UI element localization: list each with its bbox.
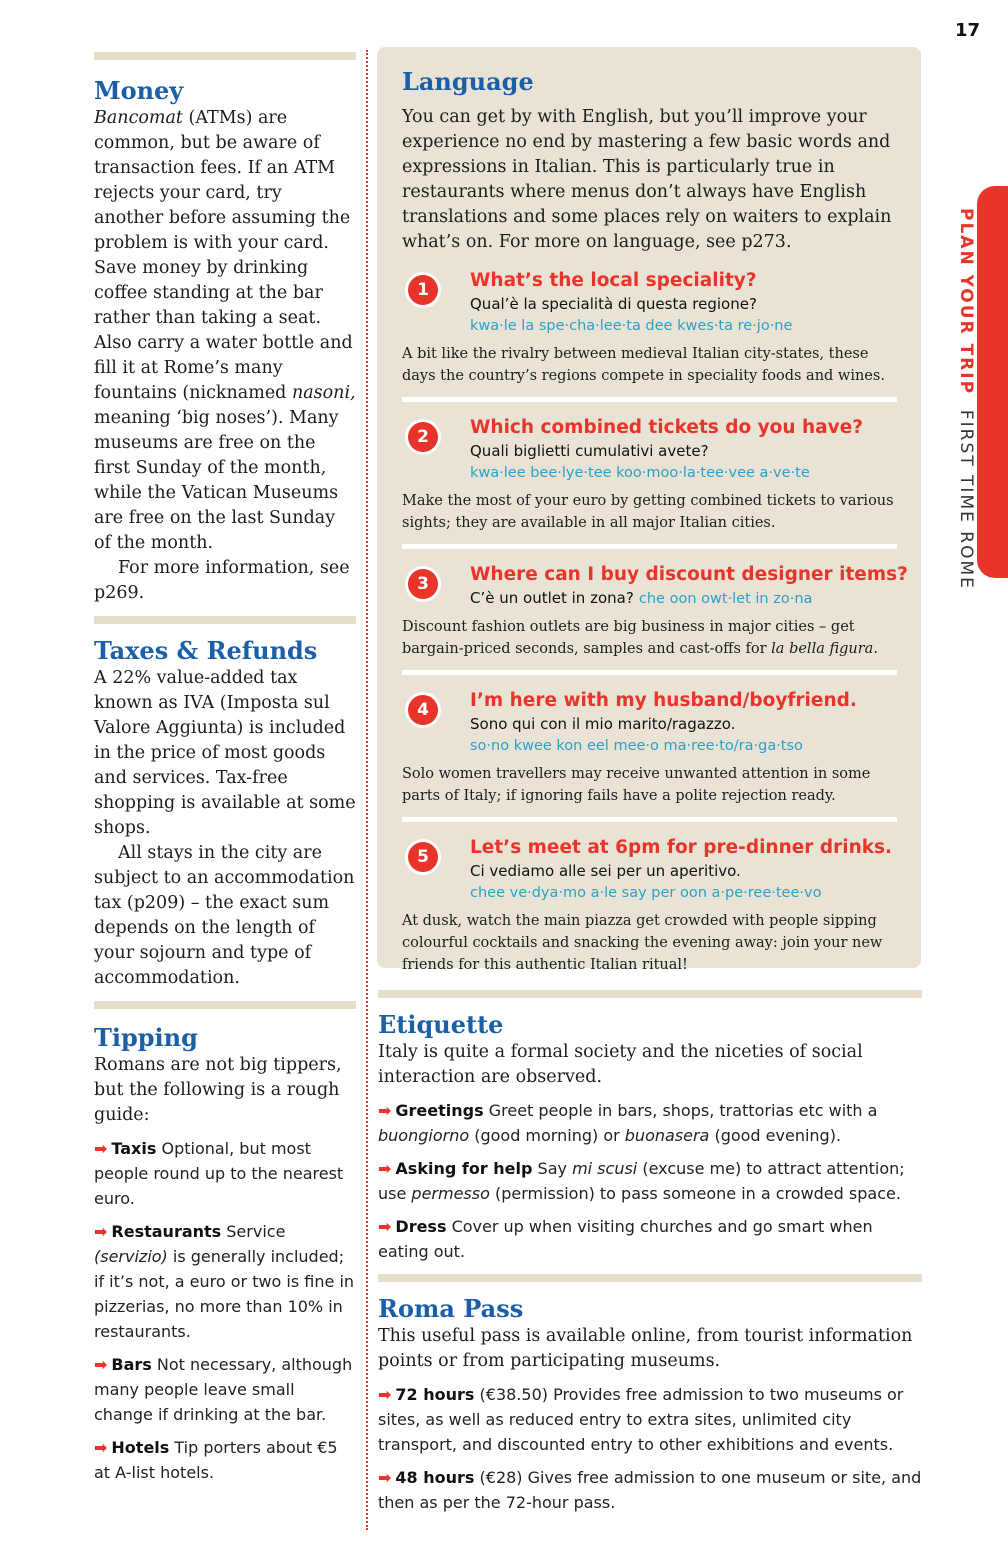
etiquette-item: ➡ Greetings Greet people in bars, shops, trattorias etc with a buongiorno (good morning) or buonasera (good evening).	[378, 1101, 878, 1145]
number-badge: 4	[408, 695, 438, 725]
money-paragraph: Bancomat (ATMs) are common, but be aware of transaction fees. If an ATM rejects your card, try another before assuming the problem is with your card. Save money by drinking coffee standing at the bar rather than taking a seat. Also carry a water bottle and fill it at Rome’s many fountains (nicknamed nasoni, meaning ‘big noses’). Many museums are free on the first Sunday of the month, while the Vatican Museums are free on the last Sunday of the month.	[94, 108, 356, 553]
roma-pass-item: ➡ 72 hours (€38.50) Provides free admission to two museums or sites, as well as reduced entry to extra sites, unlimited city transport, and discounted entry to other exhibitions and events.	[378, 1385, 904, 1454]
phrase-question: What’s the local speciality?	[470, 270, 757, 291]
section-rule	[94, 616, 356, 624]
tip-item: ➡ Hotels Tip porters about €5 at A-list hotels.	[94, 1438, 338, 1482]
phrase-question: Let’s meet at 6pm for pre-dinner drinks.	[470, 837, 893, 858]
etiquette-intro: Italy is quite a formal society and the niceties of social interaction are observed.	[378, 1042, 863, 1087]
tip-item: ➡ Bars Not necessary, although many people leave small change if drinking at the bar.	[94, 1355, 353, 1424]
arrow-right-icon: ➡	[378, 1468, 392, 1487]
roma-pass-item: ➡ 48 hours (€28) Gives free admission to one museum or site, and then as per the 72-hour pass.	[378, 1468, 922, 1512]
arrow-right-icon: ➡	[378, 1159, 392, 1178]
number-badge: 3	[408, 569, 438, 599]
phrase-separator	[402, 397, 897, 402]
etiquette-item: ➡ Dress Cover up when visiting churches and go smart when eating out.	[378, 1217, 873, 1261]
section-rule	[378, 990, 922, 998]
section-rule	[378, 1274, 922, 1282]
phrase-italian: Quali biglietti cumulativi avete?	[470, 442, 709, 460]
arrow-right-icon: ➡	[378, 1217, 392, 1236]
phrase-italian-line	[470, 587, 897, 610]
phrase-note: Solo women travellers may receive unwanted attention in some parts of Italy; if ignoring fails have a polite rejection ready.	[402, 766, 871, 804]
phrase-item	[402, 836, 897, 976]
arrow-right-icon: ➡	[378, 1385, 392, 1404]
money-heading: Money	[94, 76, 184, 105]
phrase-pronunciation: so·no kwee kon eel mee·o ma·ree·to/ra·ga·tso	[470, 738, 803, 754]
phrase-question: I’m here with my husband/boyfriend.	[470, 690, 857, 711]
chapter-label	[956, 208, 976, 598]
chapter-label-part2: FIRST TIME ROME	[956, 409, 976, 590]
etiquette-heading: Etiquette	[378, 1010, 504, 1039]
phrase-pronunciation: chee ve·dya·mo a·le say per oon a·pe·ree·tee·vo	[470, 885, 822, 901]
page-number: 17	[954, 20, 980, 41]
roma-pass-intro: This useful pass is available online, from tourist information points or from participating museums.	[378, 1326, 913, 1371]
phrase-note: A bit like the rivalry between medieval Italian city-states, these days the country’s regions compete in speciality foods and wines.	[402, 346, 885, 384]
left-column	[94, 52, 356, 1485]
phrase-pronunciation: che oon owt·let in zo·na	[638, 591, 813, 607]
chapter-tab	[977, 186, 1008, 578]
phrase-separator	[402, 817, 897, 822]
right-lower-column	[378, 990, 922, 1515]
phrase-separator	[402, 544, 897, 549]
number-badge: 5	[408, 842, 438, 872]
phrase-question: Which combined tickets do you have?	[470, 417, 863, 438]
section-rule	[94, 52, 356, 60]
money-paragraph-2: For more information, see p269.	[94, 558, 350, 603]
taxes-heading: Taxes & Refunds	[94, 636, 318, 665]
phrase-item	[402, 269, 897, 402]
tip-item: ➡ Taxis Optional, but most people round up to the nearest euro.	[94, 1139, 344, 1208]
phrase-separator	[402, 670, 897, 675]
tip-item: ➡ Restaurants Service (servizio) is generally included; if it’s not, a euro or two is fine in pizzerias, no more than 10% in restaurants.	[94, 1222, 355, 1341]
phrase-note: Make the most of your euro by getting combined tickets to various sights; they are available in all major Italian cities.	[402, 493, 894, 531]
phrase-pronunciation: kwa·le la spe·cha·lee·ta dee kwes·ta re·jo·ne	[470, 318, 793, 334]
section-rule	[94, 1001, 356, 1009]
phrase-italian: Ci vediamo alle sei per un aperitivo.	[470, 862, 741, 880]
phrase-item	[402, 416, 897, 549]
column-divider	[366, 50, 368, 1530]
phrase-question: Where can I buy discount designer items?	[470, 564, 908, 585]
chapter-label-part1: PLAN YOUR TRIP	[956, 208, 976, 396]
etiquette-item: ➡ Asking for help Say mi scusi (excuse me) to attract attention; use permesso (permission) to pass someone in a crowded space.	[378, 1159, 905, 1203]
arrow-right-icon: ➡	[94, 1438, 108, 1457]
phrase-italian: C’è un outlet in zona?	[470, 589, 634, 607]
phrase-note: Discount fashion outlets are big business in major cities – get bargain-priced seconds, samples and cast-offs for la bella figura.	[402, 619, 878, 657]
phrase-item	[402, 689, 897, 822]
arrow-right-icon: ➡	[94, 1139, 108, 1158]
tipping-heading: Tipping	[94, 1023, 198, 1052]
phrase-note: At dusk, watch the main piazza get crowded with people sipping colourful cocktails and snacking the evening away: join your new friends for this authentic Italian ritual!	[402, 913, 883, 973]
taxes-paragraph-2: All stays in the city are subject to an accommodation tax (p209) – the exact sum depends on the length of your sojourn and type of accommodation.	[94, 843, 355, 988]
phrase-italian: Sono qui con il mio marito/ragazzo.	[470, 715, 736, 733]
taxes-paragraph: A 22% value-added tax known as IVA (Imposta sul Valore Aggiunta) is included in the price of most goods and services. Tax-free shopping is available at some shops.	[94, 668, 356, 838]
roma-pass-heading: Roma Pass	[378, 1294, 524, 1323]
language-box	[377, 47, 921, 973]
tipping-intro: Romans are not big tippers, but the following is a rough guide:	[94, 1055, 342, 1125]
language-intro: You can get by with English, but you’ll improve your experience no end by mastering a few basic words and expressions in Italian. This is particularly true in restaurants where menus don’t always have English translations and some places rely on waiters to explain what’s on. For more on language, see p273.	[402, 107, 892, 252]
phrase-italian: Qual’è la specialità di questa regione?	[470, 295, 757, 313]
arrow-right-icon: ➡	[94, 1222, 108, 1241]
number-badge: 1	[408, 275, 438, 305]
language-heading: Language	[402, 67, 534, 96]
phrase-item	[402, 563, 908, 675]
number-badge: 2	[408, 422, 438, 452]
arrow-right-icon: ➡	[378, 1101, 392, 1120]
arrow-right-icon: ➡	[94, 1355, 108, 1374]
phrase-pronunciation: kwa·lee bee·lye·tee koo·moo·la·tee·vee a·ve·te	[470, 465, 810, 481]
